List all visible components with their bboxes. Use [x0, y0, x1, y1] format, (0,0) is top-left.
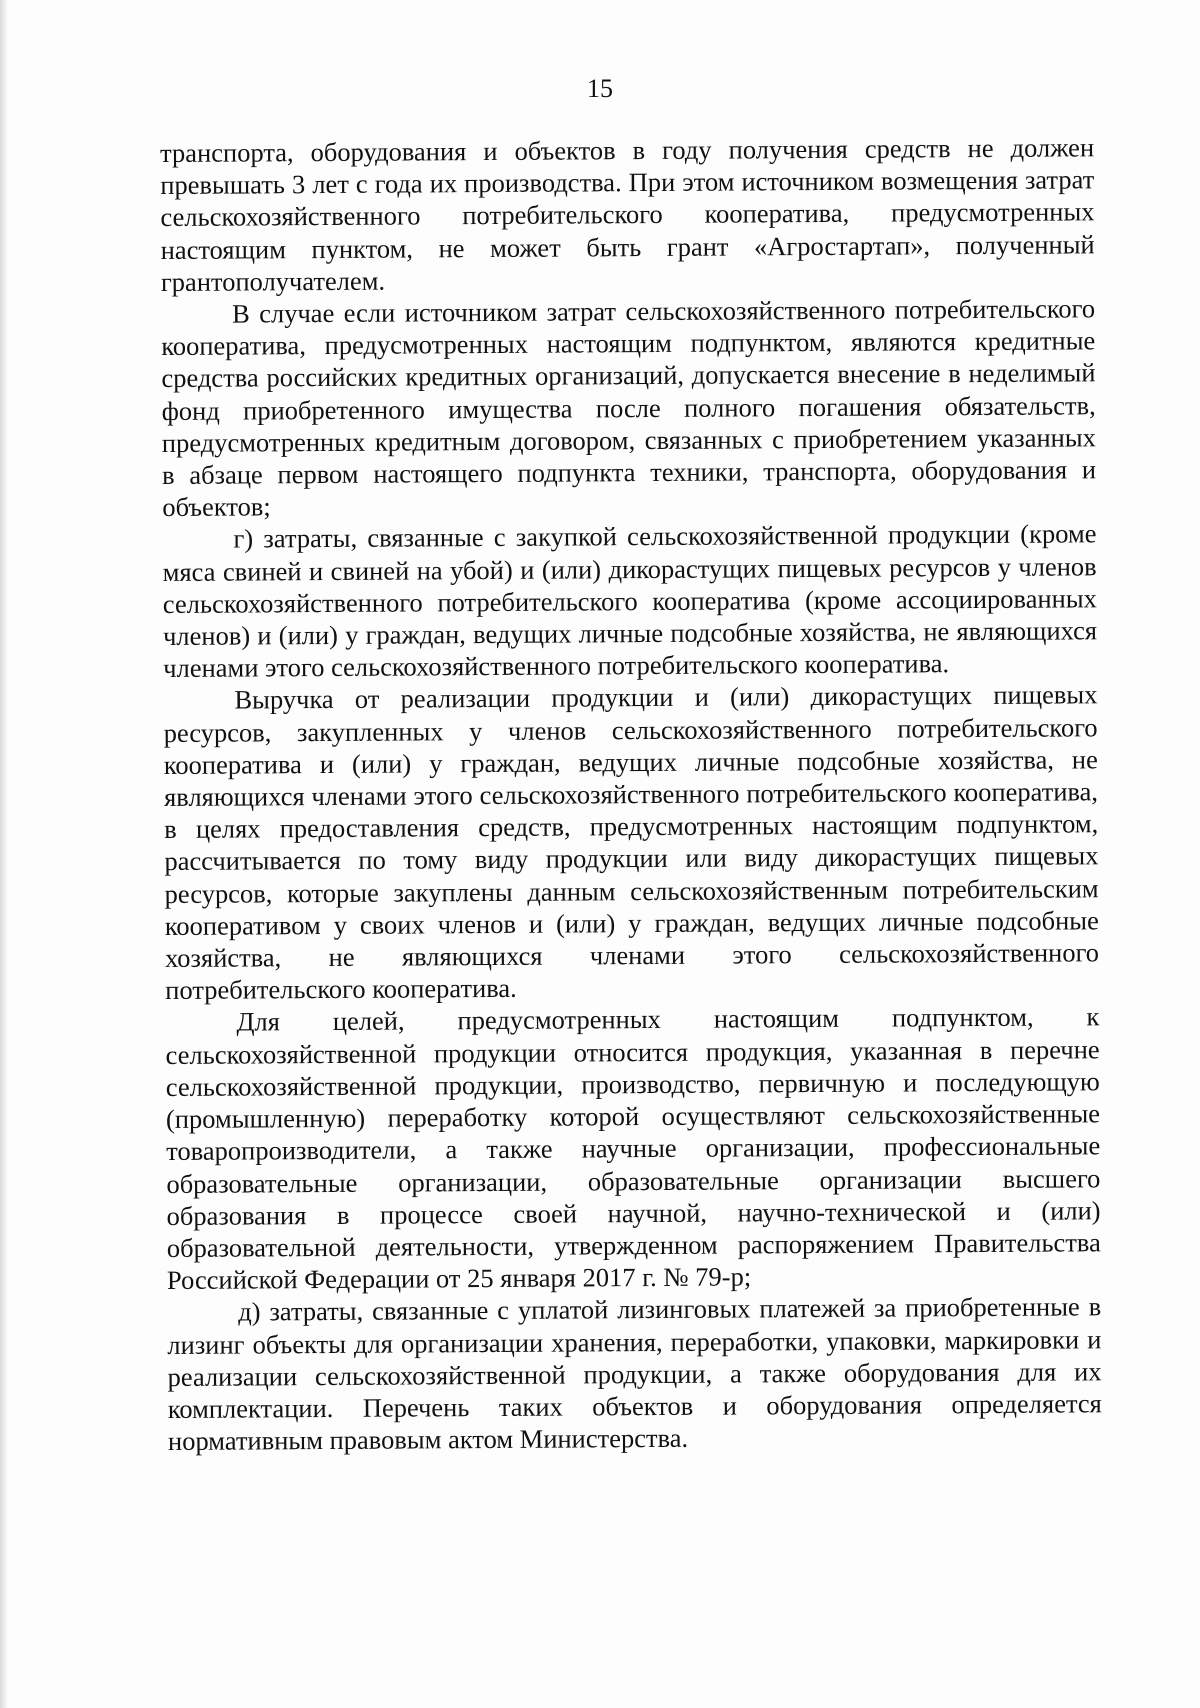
scan-edge-shadow	[0, 0, 8, 1708]
document-body	[160, 131, 1102, 1457]
paragraph-revenue: Выручка от реализации продукции и (или) дикорастущих пищевых ресурсов, закупленных у членов сельскохозяйственного потребительского кооператива и (или) у граждан, ведущих личные подсобные хозяйства, не являющихся членами этого сельскохозяйственного потребительского кооператива, в целях предоставления средств, предусмотренных настоящим подпунктом, рассчитывается по тому виду продукции или виду дикорастущих пищевых ресурсов, которые закуплены данным сельскохозяйственным потребительским кооперативом у своих членов и (или) у граждан, ведущих личные подсобные хозяйства, не являющихся членами этого сельскохозяйственного потребительского кооператива.	[163, 679, 1100, 1006]
paragraph-item-d: д) затраты, связанные с уплатой лизинговых платежей за приобретенные в лизинг объекты для организации хранения, переработки, упаковки, маркировки и реализации сельскохозяйственной продукции, а также оборудования для их комплектации. Перечень таких объектов и оборудования определяется нормативным правовым актом Министерства.	[167, 1291, 1102, 1457]
page-number: 15	[587, 74, 613, 103]
paragraph-continuation: транспорта, оборудования и объектов в году получения средств не должен превышать 3 лет с года их производства. При этом источником возмещения затрат сельскохозяйственного потребительского кооператива, предусмотренных настоящим пунктом, не может быть грант «Агростартап», полученный грантополучателем.	[160, 132, 1095, 297]
paragraph-product-definition: Для целей, предусмотренных настоящим подпунктом, к сельскохозяйственной продукции относится продукция, указанная в перечне сельскохозяйственной продукции, производство, первичную и последующую (промышленную) переработку которой осуществляют сельскохозяйственные товаропроизводители, а также научные организации, профессиональные образовательные организации, образовательные организации высшего образования в процессе своей научной, научно-технической и (или) образовательной деятельности, утвержденном распоряжением Правительства Российской Федерации от 25 января 2017 г. № 79-р;	[165, 1001, 1101, 1296]
paragraph-item-g: г) затраты, связанные с закупкой сельскохозяйственной продукции (кроме мяса свиней и свиней на убой) и (или) дикорастущих пищевых ресурсов у членов сельскохозяйственного потребительского кооператива (кроме ассоциированных членов) и (или) у граждан, ведущих личные подсобные хозяйства, не являющихся членами этого сельскохозяйственного потребительского кооператива.	[162, 518, 1098, 684]
paragraph-credit-funds: В случае если источником затрат сельскохозяйственного потребительского кооператива, предусмотренных настоящим подпунктом, являются кредитные средства российских кредитных организаций, допускается внесение в неделимый фонд приобретенного имущества после полного погашения обязательств, предусмотренных кредитным договором, связанных с приобретением указанных в абзаце первом настоящего подпункта техники, транспорта, оборудования и объектов;	[161, 293, 1097, 523]
